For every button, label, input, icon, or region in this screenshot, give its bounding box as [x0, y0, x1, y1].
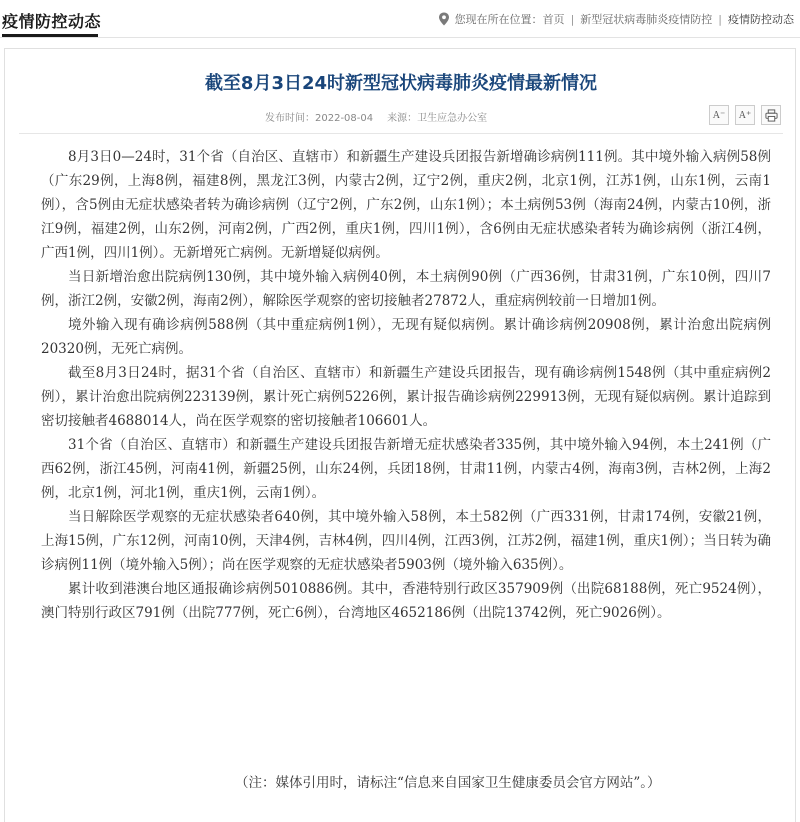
paragraph-new-cases: 8月3日0—24时，31个省（自治区、直辖市）和新疆生产建设兵团报告新增确诊病例111例。其中境外输入病例58例（广东29例，上海8例，福建8例，黑龙江3例，内蒙古2例，辽宁2例，重庆2例，北京1例，江苏1例，山东1例，云南1例），含5例由无症状感染者转为确诊病例（辽宁2例，广东2例，山东1例）；本土病例53例（海南24例，内蒙古10例，浙江9例，福建2例，山东2例，河南2例，广西2例，重庆1例，四川1例），含6例由无症状感染者转为确诊病例（浙江4例，广西1例，四川1例）。无新增死亡病例。无新增疑似病例。: [41, 149, 771, 261]
article-meta: [265, 109, 487, 124]
publish-label: 发布时间：: [265, 113, 315, 124]
breadcrumb-prefix: 您现在所在位置：: [454, 13, 543, 26]
paragraph-hk-mo-tw: 累计收到港澳台地区通报确诊病例5010886例。其中，香港特别行政区357909例（出院68188例，死亡9524例），澳门特别行政区791例（出院777例，死亡6例），台湾地区4652186例（出院13742例，死亡9026例）。: [41, 581, 771, 621]
location-pin-icon: [438, 12, 450, 26]
article-tools: [709, 105, 781, 125]
article-body: [41, 145, 771, 625]
breadcrumb-separator: |: [570, 12, 575, 26]
source-label: 来源：: [387, 113, 418, 124]
print-icon: [765, 109, 778, 122]
top-bar: [0, 0, 800, 38]
paragraph-released: 当日解除医学观察的无症状感染者640例，其中境外输入58例，本土582例（广西331例，甘肃174例，安徽21例，上海15例，广东12例，河南10例，天津4例，吉林4例，四川4例，江西3例，江苏2例，福建1例，重庆1例）；当日转为确诊病例11例（境外输入5例）；尚在医学观察的无症状感染者5903例（境外输入635例）。: [41, 509, 771, 573]
breadcrumb-home-link[interactable]: 首页: [542, 13, 565, 26]
paragraph-cumulative: 截至8月3日24时，据31个省（自治区、直辖市）和新疆生产建设兵团报告，现有确诊病例1548例（其中重症病例2例），累计治愈出院病例223139例，累计死亡病例5226例，累计报告确诊病例229913例，无现有疑似病例。累计追踪到密切接触者4688014人，尚在医学观察的密切接触者106601人。: [41, 365, 771, 429]
print-button[interactable]: [761, 105, 781, 125]
breadcrumb-covid-link[interactable]: 新型冠状病毒肺炎疫情防控: [580, 13, 713, 26]
title-divider: [19, 133, 783, 134]
publish-date: 2022-08-04: [315, 113, 374, 124]
breadcrumb-separator: |: [718, 12, 722, 26]
paragraph-recovered: 当日新增治愈出院病例130例，其中境外输入病例40例，本土病例90例（广西36例，甘肃31例，广东10例，四川7例，浙江2例，安徽2例，海南2例），解除医学观察的密切接触者27872人，重症病例较前一日增加1例。: [41, 269, 771, 309]
section-title: 疫情防控动态: [2, 12, 102, 31]
font-smaller-button[interactable]: A⁻: [709, 105, 729, 125]
section-title-underline: [2, 34, 98, 37]
breadcrumb-current[interactable]: 疫情防控动态: [728, 13, 794, 26]
citation-note: （注：媒体引用时，请标注“信息来自国家卫生健康委员会官方网站”。）: [235, 775, 661, 791]
breadcrumb: [438, 11, 794, 27]
paragraph-imported: 境外输入现有确诊病例588例（其中重症病例1例），无现有疑似病例。累计确诊病例20908例，累计治愈出院病例20320例，无死亡病例。: [41, 317, 771, 357]
article-title: 截至8月3日24时新型冠状病毒肺炎疫情最新情况: [204, 73, 598, 94]
article-card: [4, 48, 796, 822]
paragraph-asymptomatic: 31个省（自治区、直辖市）和新疆生产建设兵团报告新增无症状感染者335例，其中境外输入94例，本土241例（广西62例，浙江45例，河南41例，新疆25例，山东24例，兵团18例，甘肃11例，内蒙古4例，海南3例，吉林2例，上海2例，北京1例，河北1例，重庆1例，云南1例）。: [41, 437, 771, 501]
source-info: [387, 109, 487, 124]
publish-info: [265, 109, 373, 124]
source-name: 卫生应急办公室: [417, 113, 488, 124]
font-larger-button[interactable]: A⁺: [735, 105, 755, 125]
